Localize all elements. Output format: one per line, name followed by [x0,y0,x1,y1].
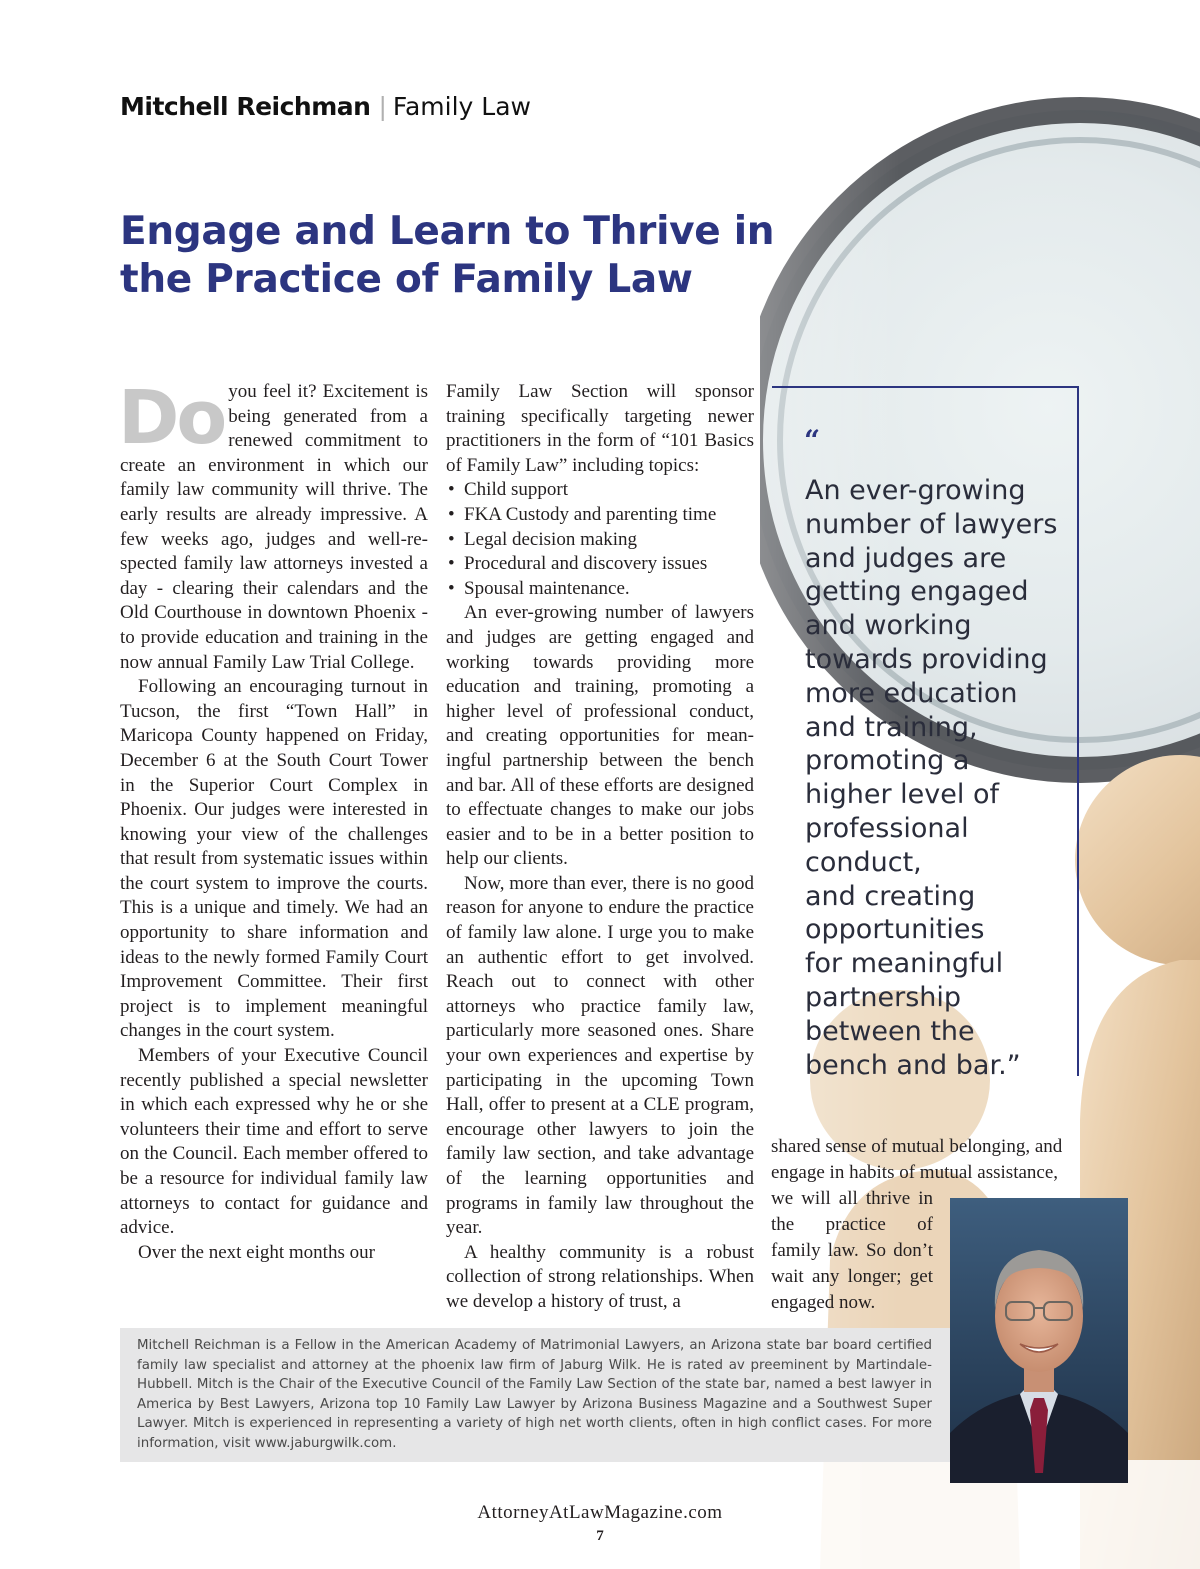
article-title: Engage and Learn to Thrive in the Practice of Family Law [120,209,775,302]
quote-mark-icon: “ [804,424,821,457]
author-bio: Mitchell Reichman is a Fellow in the American Academy of Matrimonial Lawyers, an Arizona state bar board certified family law specialist and attorney at the phoenix law firm of Jaburg Wilk. He is rated av preeminent by Martindale-Hubbell. Mitch is the Chair of the Executive Council of the Family Law Section of the state bar, named a best lawyer in America by Best Lawyers, Arizona top 10 Family Law Lawyer by Arizona Business Magazine and a Southwest Super Lawyer. Mitch is experienced in representing a variety of high net worth clients, often in high conflict cases. For more information, visit www.jaburgwilk.com. [120,1328,950,1462]
list-item: • Legal decision making [446,528,754,553]
drop-cap: Do [118,375,225,461]
article-paragraph: Family Law Section will sponsor training specifically targeting newer practitioners in the form of “101 Basics of Family Law” including topics: [446,381,754,476]
list-item: • Spousal maintenance. [446,577,754,602]
topics-list [446,478,754,601]
list-item: • FKA Custody and parenting time [446,503,754,528]
article-paragraph: Over the next eight months our [138,1241,375,1263]
header-separator: | [378,92,387,121]
article-paragraph: Following an encouraging turnout in Tucson, the first “Town Hall” in Maricopa County happened on Friday, December 6 at the South Court Tower in the Superior Court Complex in Phoenix. Our judges were interested in knowing your view of the challenges that result from systematic issues within the court system to improve the courts. This is a unique and timely. We had an opportunity to share information and ideas to the newly formed Family Court Improvement Committee. Their first project is to implement meaningful changes in the court system. [120,676,428,1042]
list-item: • Procedural and discovery issues [446,552,754,577]
article-paragraph: Now, more than ever, there is no good reason for anyone to endure the practice of family law alone. I urge you to make an authentic effort to get involved. Reach out to connect with other attorneys who practice family law, particularly more seasoned ones. Share your own experiences and expertise by participating in the upcoming Town Hall, offer to present at a CLE program, encourage other lawyers to join the family law section, and take advantage of the learning opportunities and programs in family law throughout the year. [446,872,754,1239]
section-name: Family Law [392,92,531,121]
text-line: shared sense of mutual belonging, and [771,1136,1063,1157]
article-paragraph: Members of your Executive Council recently published a special newsletter in which each expressed why he or she volunteers their time and effort to serve on the Council. Each member offered to be a resource for individual family law attorneys to contact for guidance and advice. [120,1045,428,1239]
article-paragraph [118,375,428,675]
page-header [120,92,531,121]
page-number: 7 [596,1528,604,1544]
text-line: engage in habits of mutual assistance, [771,1162,1059,1183]
article-column-1 [118,375,428,1265]
footer-website: AttorneyAtLawMagazine.com [477,1502,723,1523]
article-paragraph: An ever-growing number of lawyers and judges are getting engaged and working towards providing more education and training, promoting a higher level of professional conduct, and creating opportunities for meaningful partnership between the bench and bar. All of these efforts are designed to effectuate changes to make our jobs easier and to be in a better position to help our clients. [446,602,754,870]
author-name: Mitchell Reichman [120,92,371,121]
article-paragraph: A healthy community is a robust collection of strong relationships. When we develop a history of trust, a [446,1241,754,1312]
list-item: • Child support [446,478,754,503]
author-photo [950,1198,1128,1483]
article-column-2 [446,380,754,1315]
paragraph-text: you feel it? Excitement is being generated from a renewed commitment to create an environment in which our family law community will thrive. The early results are already impressive. A few weeks ago, judges and well-respected family law attorneys invested a day - clearing their calendars and the Old Courthouse in downtown Phoenix - to provide education and training in the now annual Family Law Trial College. [120,381,428,673]
pull-quote [772,386,1079,1081]
pull-quote-text: An ever-growing number of lawyers and judges are getting engaged and working towards providing more education and training, promoting a higher level of professional conduct, and creating opportunities for meaningful partnership between the bench and bar.” [805,475,1058,1081]
text-wrap-paragraph: we will all thrive in the practice of family law. So don’t wait any longer; get engaged now. [771,1188,933,1313]
